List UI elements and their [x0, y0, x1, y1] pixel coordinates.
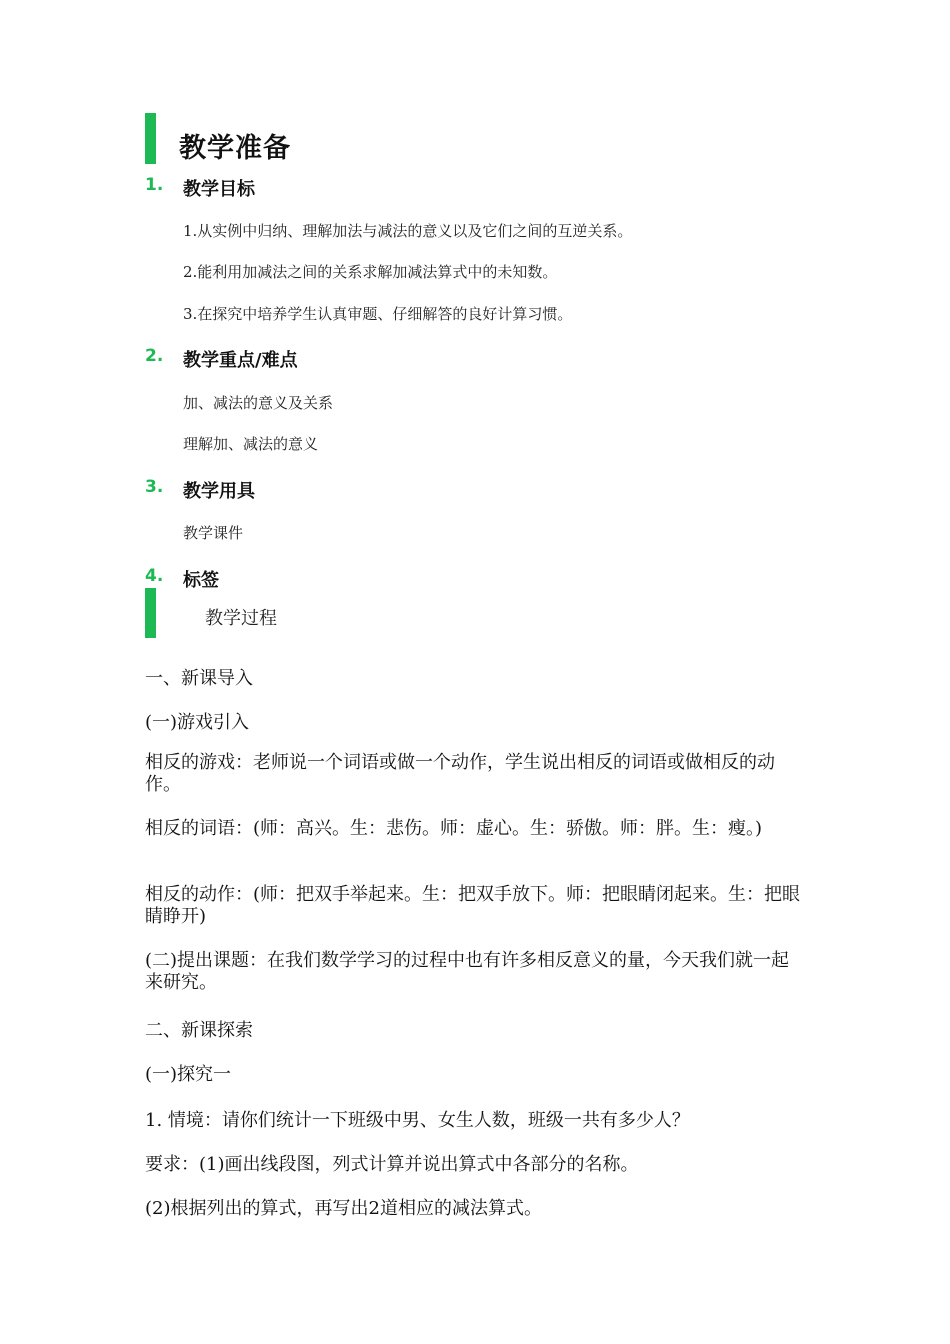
paragraph: 相反的动作：(师：把双手举起来。生：把双手放下。师：把眼睛闭起来。生：把眼睛睁开)	[145, 884, 801, 927]
section-number: 1.	[145, 175, 164, 195]
section-number: 3.	[145, 477, 164, 497]
section-number: 4.	[145, 566, 164, 586]
key-point-item: 理解加、减法的意义	[183, 435, 319, 453]
paragraph: (二)提出课题：在我们数学学习的过程中也有许多相反意义的量，今天我们就一起来研究。	[145, 950, 790, 993]
paragraph: 要求：(1)画出线段图，列式计算并说出算式中各部分的名称。	[145, 1154, 639, 1175]
paragraph: 相反的游戏：老师说一个词语或做一个动作，学生说出相反的词语或做相反的动作。	[145, 752, 775, 795]
section-heading-key-points: 教学重点/难点	[183, 350, 298, 371]
section-number: 2.	[145, 346, 164, 366]
paragraph: (一)探究一	[145, 1064, 232, 1085]
paragraph: 1. 情境：请你们统计一下班级中男、女生人数，班级一共有多少人？	[145, 1110, 690, 1131]
goal-item: 3.在探究中培养学生认真审题、仔细解答的良好计算习惯。	[183, 305, 573, 323]
goal-item: 1.从实例中归纳、理解加法与减法的意义以及它们之间的互逆关系。	[183, 222, 633, 240]
section-heading-tools: 教学用具	[183, 481, 255, 502]
page-title: 教学准备	[179, 133, 291, 164]
section-heading-tags: 标签	[183, 570, 219, 591]
paragraph: (一)游戏引入	[145, 712, 250, 733]
paragraph: 二、新课探索	[145, 1020, 253, 1041]
paragraph: 一、新课导入	[145, 668, 253, 689]
section-accent-bar	[145, 113, 156, 164]
paragraph: (2)根据列出的算式，再写出2道相应的减法算式。	[145, 1198, 542, 1219]
goal-item: 2.能利用加减法之间的关系求解加减法算式中的未知数。	[183, 263, 558, 281]
tools-item: 教学课件	[183, 524, 244, 542]
paragraph: 相反的词语：(师：高兴。生：悲伤。师：虚心。生：骄傲。师：胖。生：瘦。)	[145, 818, 763, 839]
section-heading-goals: 教学目标	[183, 179, 255, 200]
section-accent-bar	[145, 588, 156, 638]
process-title: 教学过程	[205, 608, 277, 629]
key-point-item: 加、减法的意义及关系	[183, 394, 334, 412]
